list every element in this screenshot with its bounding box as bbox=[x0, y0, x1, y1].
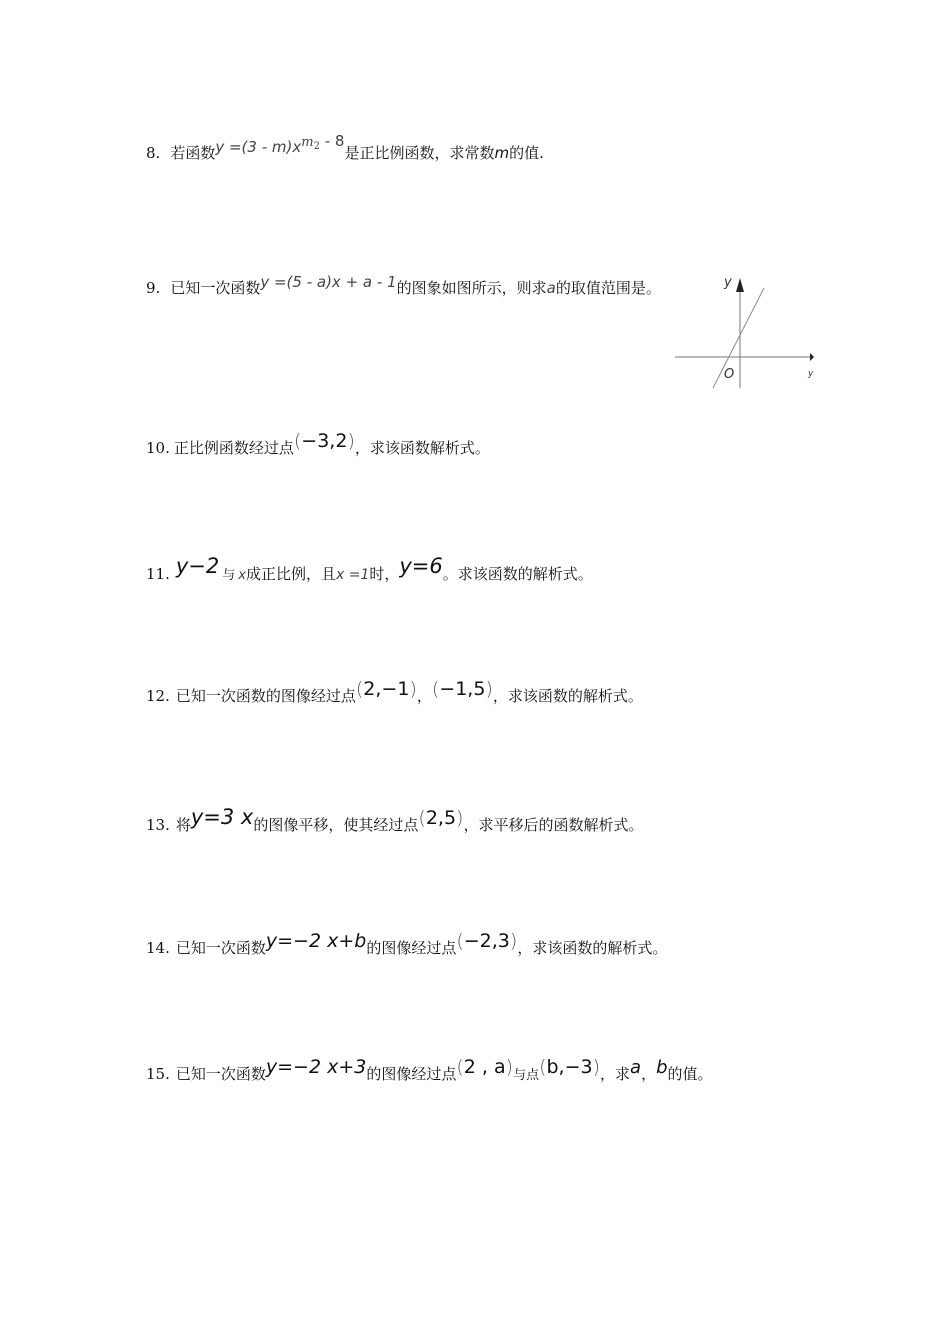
formula: y−2 bbox=[175, 554, 220, 578]
point: 2 , a bbox=[463, 1056, 506, 1078]
question-11 bbox=[146, 554, 593, 583]
question-text: 是正比例函数，求常数 bbox=[344, 144, 495, 162]
question-number: 11. bbox=[146, 565, 170, 583]
point: −3,2 bbox=[301, 430, 348, 452]
question-number: 12. bbox=[146, 687, 170, 705]
question-15 bbox=[146, 1056, 713, 1083]
question-text: 的值。 bbox=[667, 1065, 713, 1083]
question-text: ，求该函数的解析式。 bbox=[517, 939, 668, 957]
paren-close: ) bbox=[456, 807, 464, 829]
y-axis-label: y bbox=[724, 275, 732, 290]
separator: ， bbox=[416, 687, 432, 705]
question-number: 13. bbox=[146, 816, 170, 834]
formula: y=3 x bbox=[190, 805, 254, 829]
question-text: 正比例函数经过点 bbox=[173, 439, 294, 457]
question-text: 成正比例，且 bbox=[245, 565, 336, 583]
paren-open: ( bbox=[355, 678, 364, 700]
x-axis-arrow bbox=[810, 353, 814, 361]
question-13 bbox=[146, 805, 644, 834]
variable: m bbox=[494, 144, 510, 162]
question-text: ，求 bbox=[600, 1065, 631, 1083]
question-text: 若函数 bbox=[170, 144, 216, 162]
variable: a bbox=[630, 1057, 642, 1078]
question-number: 8. bbox=[146, 144, 161, 162]
paren-close: ) bbox=[347, 430, 355, 452]
question-text: ，求该函数解析式。 bbox=[354, 439, 490, 457]
variable: x bbox=[238, 568, 246, 583]
question-text: 已知一次函数 bbox=[175, 1065, 266, 1083]
question-10 bbox=[146, 430, 490, 457]
formula: x =1 bbox=[335, 567, 370, 583]
paren-close: ) bbox=[485, 678, 493, 700]
question-text: ，求平移后的函数解析式。 bbox=[463, 816, 644, 834]
question-text: 已知一次函数的图像经过点 bbox=[175, 687, 356, 705]
question-text: 的值. bbox=[509, 144, 544, 162]
formula: y =(3 - m)x bbox=[215, 138, 302, 156]
question-text: 。求该函数的解析式。 bbox=[442, 565, 593, 583]
line-graph-figure bbox=[670, 270, 830, 390]
question-text: ，求该函数的解析式。 bbox=[492, 687, 643, 705]
paren-open: ( bbox=[431, 678, 440, 700]
formula: y=−2 x+b bbox=[265, 930, 367, 952]
question-8 bbox=[146, 132, 544, 162]
question-text: 与点 bbox=[513, 1068, 540, 1083]
question-12 bbox=[146, 678, 643, 705]
question-14 bbox=[146, 930, 668, 957]
question-text: 将 bbox=[175, 816, 191, 834]
question-text: 的图象如图所示，则求 bbox=[396, 279, 547, 297]
separator: ， bbox=[641, 1065, 657, 1083]
paren-close: ) bbox=[409, 678, 417, 700]
paren-open: ( bbox=[456, 1056, 464, 1078]
function-line bbox=[713, 288, 764, 388]
paren-close: ) bbox=[509, 930, 518, 952]
question-9 bbox=[146, 273, 661, 297]
point: −1,5 bbox=[439, 678, 486, 700]
paren-open: ( bbox=[293, 430, 302, 452]
paren-open: ( bbox=[539, 1056, 547, 1078]
paren-open: ( bbox=[456, 930, 464, 952]
formula-exponent-power: 2 bbox=[313, 141, 320, 152]
question-text: 的图像经过点 bbox=[366, 939, 457, 957]
paren-open: ( bbox=[418, 807, 426, 829]
paren-close: ) bbox=[505, 1056, 514, 1078]
formula-exponent-tail: - 8 bbox=[319, 132, 345, 150]
variable: b bbox=[656, 1057, 668, 1078]
formula-exponent: m bbox=[301, 135, 314, 150]
question-text: 的图像经过点 bbox=[366, 1065, 457, 1083]
formula: y=−2 x+3 bbox=[265, 1056, 367, 1078]
point: b,−3 bbox=[546, 1056, 593, 1078]
formula: y=6 bbox=[399, 554, 443, 578]
question-text: 时， bbox=[369, 565, 400, 583]
origin-label: O bbox=[724, 367, 735, 382]
x-axis-label: y bbox=[808, 369, 814, 379]
question-text: 的图像平移，使其经过点 bbox=[253, 816, 419, 834]
formula: y =(5 - a)x + a - 1 bbox=[260, 273, 397, 291]
question-text: 已知一次函数 bbox=[170, 279, 261, 297]
question-number: 15. bbox=[146, 1065, 170, 1083]
variable: a bbox=[546, 279, 556, 297]
point: 2,−1 bbox=[363, 678, 410, 700]
question-number: 14. bbox=[146, 939, 170, 957]
point: 2,5 bbox=[425, 807, 457, 829]
paren-close: ) bbox=[592, 1056, 601, 1078]
question-number: 10. bbox=[146, 439, 170, 457]
question-text: 与 bbox=[222, 568, 236, 583]
point: −2,3 bbox=[463, 930, 510, 952]
question-text: 已知一次函数 bbox=[175, 939, 266, 957]
question-number: 9. bbox=[146, 279, 161, 297]
y-axis-arrow bbox=[736, 278, 744, 292]
question-text: 的取值范围是。 bbox=[555, 279, 661, 297]
